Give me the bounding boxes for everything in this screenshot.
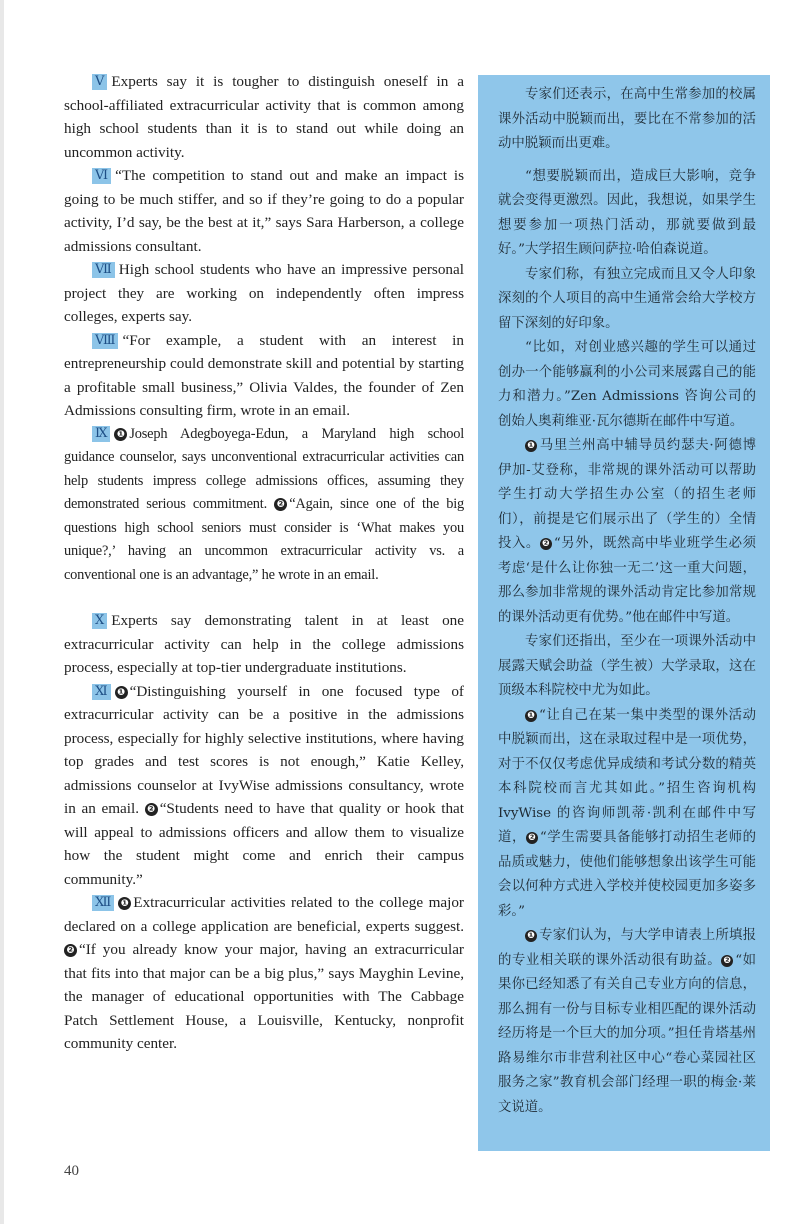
translation-text: 专家们称，有独立完成而且又令人印象深刻的个人项目的高中生通常会给大学校方留下深刻的好印象。	[498, 266, 756, 331]
sentence-number-1: ❶	[525, 930, 537, 942]
translation-text: “如果你已经知悉了有关自己专业方向的信息，那么拥有一份与目标专业相匹配的课外活动经历将是一个巨大的加分项。”担任肯塔基州路易维尔市非营利社区中心“卷心菜园社区服务之家”教育机会部门经理一职的梅金·莱文说道。	[498, 952, 756, 1115]
translation-paragraph-6	[498, 165, 756, 263]
paragraph-marker: Ⅹ	[92, 613, 107, 629]
paragraph-marker: Ⅷ	[92, 333, 118, 349]
page-edge	[0, 0, 4, 1224]
paragraph-text: “Distinguishing yourself in one focused type of extracurricular activity can be a positive in the admissions process, especially for highly selective institutions, where having top grades and test scores is not enough,” Katie Kelley, admissions counselor at IvyWise admissions consultancy, wrote in an email.	[64, 682, 464, 817]
paragraph-11	[64, 680, 464, 892]
translation-paragraph-7	[498, 263, 756, 337]
sentence-number-1: ❶	[525, 710, 537, 722]
sentence-number-1: ❶	[114, 428, 127, 441]
paragraph-7	[64, 258, 464, 329]
translation-paragraph-11	[498, 704, 756, 925]
sentence-number-2: ❷	[540, 538, 552, 550]
translation-text: “比如，对创业感兴趣的学生可以通过创办一个能够赢利的小公司来展露自己的能力和潜力。”Zen Admissions 咨询公司的创始人奥莉维亚·瓦尔德斯在邮件中写道。	[498, 340, 756, 429]
paragraph-text: Experts say demonstrating talent in at least one extracurricular activity can help in the college admissions process, especially at top-tier undergraduate institutions.	[64, 612, 464, 676]
chinese-translation-panel	[478, 75, 770, 1151]
paragraph-marker: Ⅺ	[92, 684, 111, 700]
sentence-number-2: ❷	[721, 955, 733, 967]
paragraph-text: “If you already know your major, having an extracurricular that fits into that major can be a big plus,” says Mayghin Levine, the manager of educational opportunities with The Cabbage Patch Settlement House, a Louisville, Kentucky, nonprofit community center.	[64, 941, 464, 1052]
paragraph-text: Experts say it is tougher to distinguish oneself in a school-affiliated extracurricular activity that is common among high school students than it is to stand out while doing an uncommon activity.	[64, 73, 464, 161]
paragraph-text: “For example, a student with an interest in entrepreneurship could demonstrate skill and potential by starting a profitable small business,” Olivia Valdes, the founder of Zen Admissions consulting firm, wrote in an email.	[64, 331, 464, 419]
paragraph-marker: Ⅻ	[92, 895, 114, 911]
translation-paragraph-8	[498, 336, 756, 434]
translation-text: “让自己在某一集中类型的课外活动中脱颖而出，这在录取过程中是一项优势，对于不仅仅考虑优异成绩和考试分数的精英本科院校而言尤其如此。”招生咨询机构 IvyWise 的咨询师凯蒂·凯利在邮件中写道，	[498, 707, 756, 845]
translation-text: 专家们还指出，至少在一项课外活动中展露天赋会助益（学生被）大学录取，这在顶级本科院校中尤为如此。	[498, 634, 756, 698]
sentence-number-2: ❷	[64, 944, 77, 957]
page-number: 40	[64, 1163, 79, 1179]
translation-paragraph-5	[498, 83, 756, 157]
sentence-number-1: ❶	[525, 440, 537, 452]
translation-text: “想要脱颖而出，造成巨大影响，竞争就会变得更激烈。因此，我想说，如果学生想要参加一项热门活动，那就要做到最好。”大学招生顾问萨拉·哈伯森说道。	[498, 168, 756, 257]
paragraph-marker: Ⅸ	[92, 426, 110, 442]
paragraph-text: Extracurricular activities related to the college major declared on a college application are beneficial, experts suggest.	[64, 894, 464, 935]
translation-text: 专家们认为，与大学申请表上所填报的专业相关联的课外活动很有助益。	[498, 928, 756, 968]
paragraph-marker: Ⅶ	[92, 262, 115, 278]
translation-paragraph-12	[498, 924, 756, 1120]
paragraph-text: High school students who have an impressive personal project they are working on independently often impress colleges, experts say.	[64, 261, 464, 325]
translation-text: “另外，既然高中毕业班学生必须考虑‘是什么让你独一无二’这一重大问题，那么参加非常规的课外活动肯定比参加常规的课外活动更有优势。”他在邮件中写道。	[498, 536, 756, 625]
paragraph-10	[64, 609, 464, 680]
paragraph-9	[64, 423, 464, 588]
paragraph-marker: Ⅴ	[92, 74, 107, 90]
sentence-number-2: ❷	[274, 498, 287, 511]
paragraph-5	[64, 70, 464, 164]
sentence-number-1: ❶	[118, 897, 131, 910]
paragraph-6	[64, 164, 464, 258]
paragraph-8	[64, 329, 464, 423]
sentence-number-2: ❷	[145, 803, 158, 816]
translation-paragraph-10	[498, 630, 756, 704]
paragraph-marker: Ⅵ	[92, 168, 111, 184]
sentence-number-2: ❷	[526, 832, 538, 844]
paragraph-text: “Again, since one of the big questions high school seniors must consider is ‘What makes you unique?,’ having an uncommon extracurricular activity vs. a conventional one is an advantage,” he wrote in an email.	[64, 496, 464, 583]
translation-text: 专家们还表示，在高中生常参加的校属课外活动中脱颖而出，要比在不常参加的活动中脱颖而出更难。	[498, 87, 756, 151]
translation-text: “学生需要具备能够打动招生老师的品质或魅力，使他们能够想象出该学生可能会以何种方式进入学校并使校园更加多姿多彩。”	[498, 830, 756, 919]
paragraph-text: Joseph Adegboyega-Edun, a Maryland high school guidance counselor, says unconventional extracurricular activities can help students impress college admissions offices, assuming they demonstrated serious commitment.	[64, 425, 464, 512]
english-column	[64, 70, 464, 1056]
sentence-number-1: ❶	[115, 686, 128, 699]
paragraph-text: “Students need to have that quality or hook that will appeal to admissions officers and allow them to visualize how the student might come and enrich their campus community.”	[64, 800, 464, 888]
translation-paragraph-9	[498, 434, 756, 630]
paragraph-12	[64, 891, 464, 1056]
translation-text: 马里兰州高中辅导员约瑟夫·阿德博伊加-艾登称，非常规的课外活动可以帮助学生打动大学招生办公室（的招生老师们），前提是它们展示出了（学生的）全情投入。	[498, 438, 756, 551]
paragraph-text: “The competition to stand out and make an impact is going to be much stiffer, and so if they’re going to do a popular activity, I’d say, be the best at it,” says Sara Harberson, a college admissions consultant.	[64, 167, 464, 255]
